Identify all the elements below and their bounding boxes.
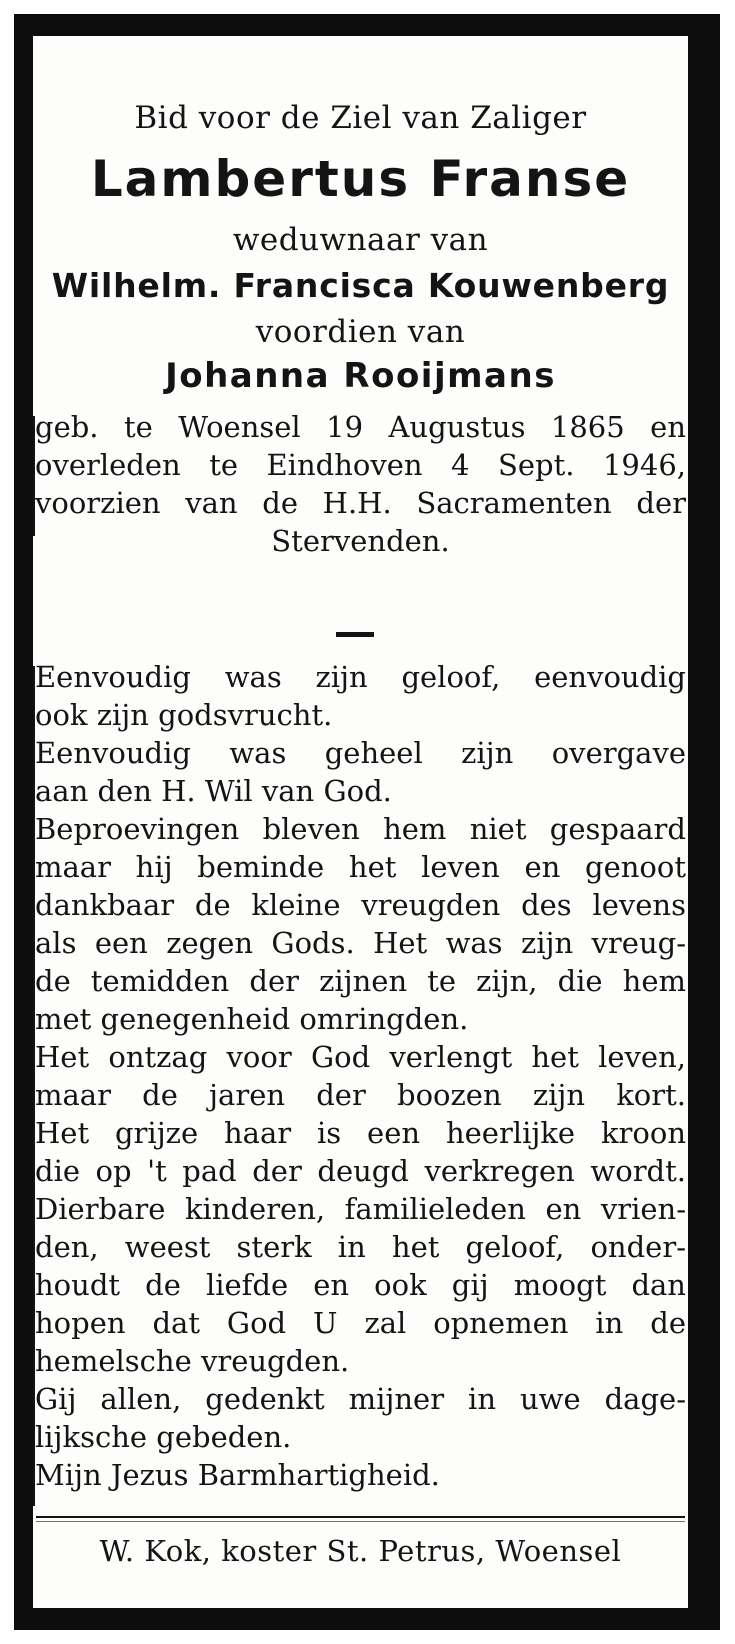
verse-line: Het ontzag voor God verlengt het leven, [35, 1040, 686, 1074]
verse-line: den, weest sterk in het geloof, onder- [35, 1230, 686, 1264]
verse-line: lijksche gebeden. [35, 1420, 292, 1454]
verse-line: Gij allen, gedenkt mijner in uwe dage- [35, 1382, 686, 1416]
verse-line: ook zijn godsvrucht. [35, 698, 333, 732]
verse-line: die op 't pad der deugd verkregen wordt. [35, 1154, 686, 1188]
verse-line: Eenvoudig was geheel zijn overgave [35, 736, 686, 770]
widower-of-label: weduwnaar van [232, 222, 489, 258]
spouse-name: Wilhelm. Francisca Kouwenberg [51, 266, 670, 305]
bio-line: overleden te Eindhoven 4 Sept. 1946, [35, 448, 686, 482]
verse-line: hopen dat God U zal opnemen in de [35, 1306, 686, 1340]
bio-line: geb. te Woensel 19 Augustus 1865 en [35, 410, 686, 444]
verse-line: maar de jaren der boozen zijn kort. [35, 1078, 686, 1112]
left-margin-mark [33, 666, 35, 1506]
verse-line: Dierbare kinderen, familieleden en vrien- [35, 1192, 686, 1226]
verse-block [33, 658, 688, 1494]
verse-line: Beproevingen bleven hem niet gespaard [35, 812, 686, 846]
printer-credit: W. Kok, koster St. Petrus, Woensel [99, 1534, 622, 1568]
verse-line: met genegenheid omringden. [35, 1002, 469, 1036]
verse-line: als een zegen Gods. Het was zijn vreug- [35, 926, 686, 960]
separator-dash [336, 632, 374, 637]
verse-line: aan den H. Wil van God. [35, 774, 392, 808]
prayer-header: Bid voor de Ziel van Zaliger [134, 100, 587, 136]
deceased-name: Lambertus Franse [90, 150, 631, 208]
formerly-of-label: voordien van [255, 314, 466, 350]
verse-line: maar hij beminde het leven en genoot [35, 850, 686, 884]
verse-line: dankbaar de kleine vreugden des levens [35, 888, 686, 922]
verse-line: Eenvoudig was zijn geloof, eenvoudig [35, 660, 686, 694]
footer-rule-thin [36, 1521, 685, 1522]
biography [33, 408, 688, 560]
bio-line: voorzien van de H.H. Sacramenten der [35, 486, 686, 520]
first-spouse-name: Johanna Rooijmans [165, 356, 556, 396]
verse-line: houdt de liefde en ook gij moogt dan [35, 1268, 686, 1302]
footer-rule [36, 1516, 685, 1518]
memorial-card [33, 36, 688, 1608]
bio-line-last: Stervenden. [271, 524, 450, 558]
verse-line: hemelsche vreugden. [35, 1344, 350, 1378]
left-margin-mark [33, 416, 35, 536]
verse-line: Het grijze haar is een heerlijke kroon [35, 1116, 686, 1150]
verse-line: de temidden der zijnen te zijn, die hem [35, 964, 686, 998]
verse-line: Mijn Jezus Barmhartigheid. [35, 1458, 440, 1492]
